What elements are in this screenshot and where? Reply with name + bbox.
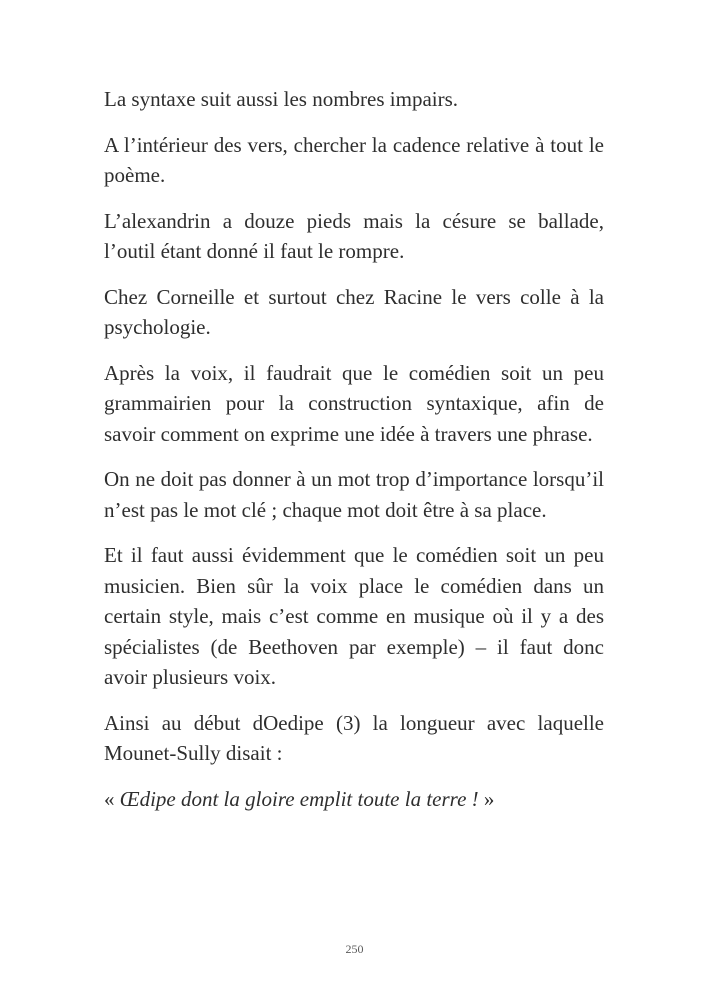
quote-open-mark: « xyxy=(104,786,120,811)
paragraph-grammairien: Après la voix, il faudrait que le comédien soit un peu grammairien pour la construction syntaxique, afin de savoir comment on exprime une idée à travers une phrase. xyxy=(104,360,604,446)
verse-quote xyxy=(104,784,604,815)
paragraph-mot-cle: On ne doit pas donner à un mot trop d’importance lorsqu’il n’est pas le mot clé ; chaque mot doit être à sa place. xyxy=(104,467,604,522)
paragraph-musicien: Et il faut aussi évidemment que le comédien soit un peu musicien. Bien sûr la voix place le comédien dans un certain style, mais c’est comme en musique où il y a des spécialistes (de Beethoven par exemple) – il faut donc avoir plusieurs voix. xyxy=(104,543,604,689)
quote-close-mark: » xyxy=(478,786,495,811)
paragraph-alexandrin: L’alexandrin a douze pieds mais la césure se ballade, l’outil étant donné il faut le rompre. xyxy=(104,208,604,263)
quote-text: Œdipe dont la gloire emplit toute la terre ! xyxy=(119,786,479,811)
paragraph-cadence: A l’intérieur des vers, chercher la cadence relative à tout le poème. xyxy=(104,132,604,187)
paragraph-syntaxe: La syntaxe suit aussi les nombres impairs. xyxy=(104,87,459,111)
paragraph-corneille-racine: Chez Corneille et surtout chez Racine le vers colle à la psychologie. xyxy=(104,284,604,339)
paragraph-oedipe-intro: Ainsi au début dOedipe (3) la longueur avec laquelle Mounet-Sully disait : xyxy=(104,710,604,765)
page-number: 250 xyxy=(345,942,364,956)
page-body xyxy=(104,84,604,829)
